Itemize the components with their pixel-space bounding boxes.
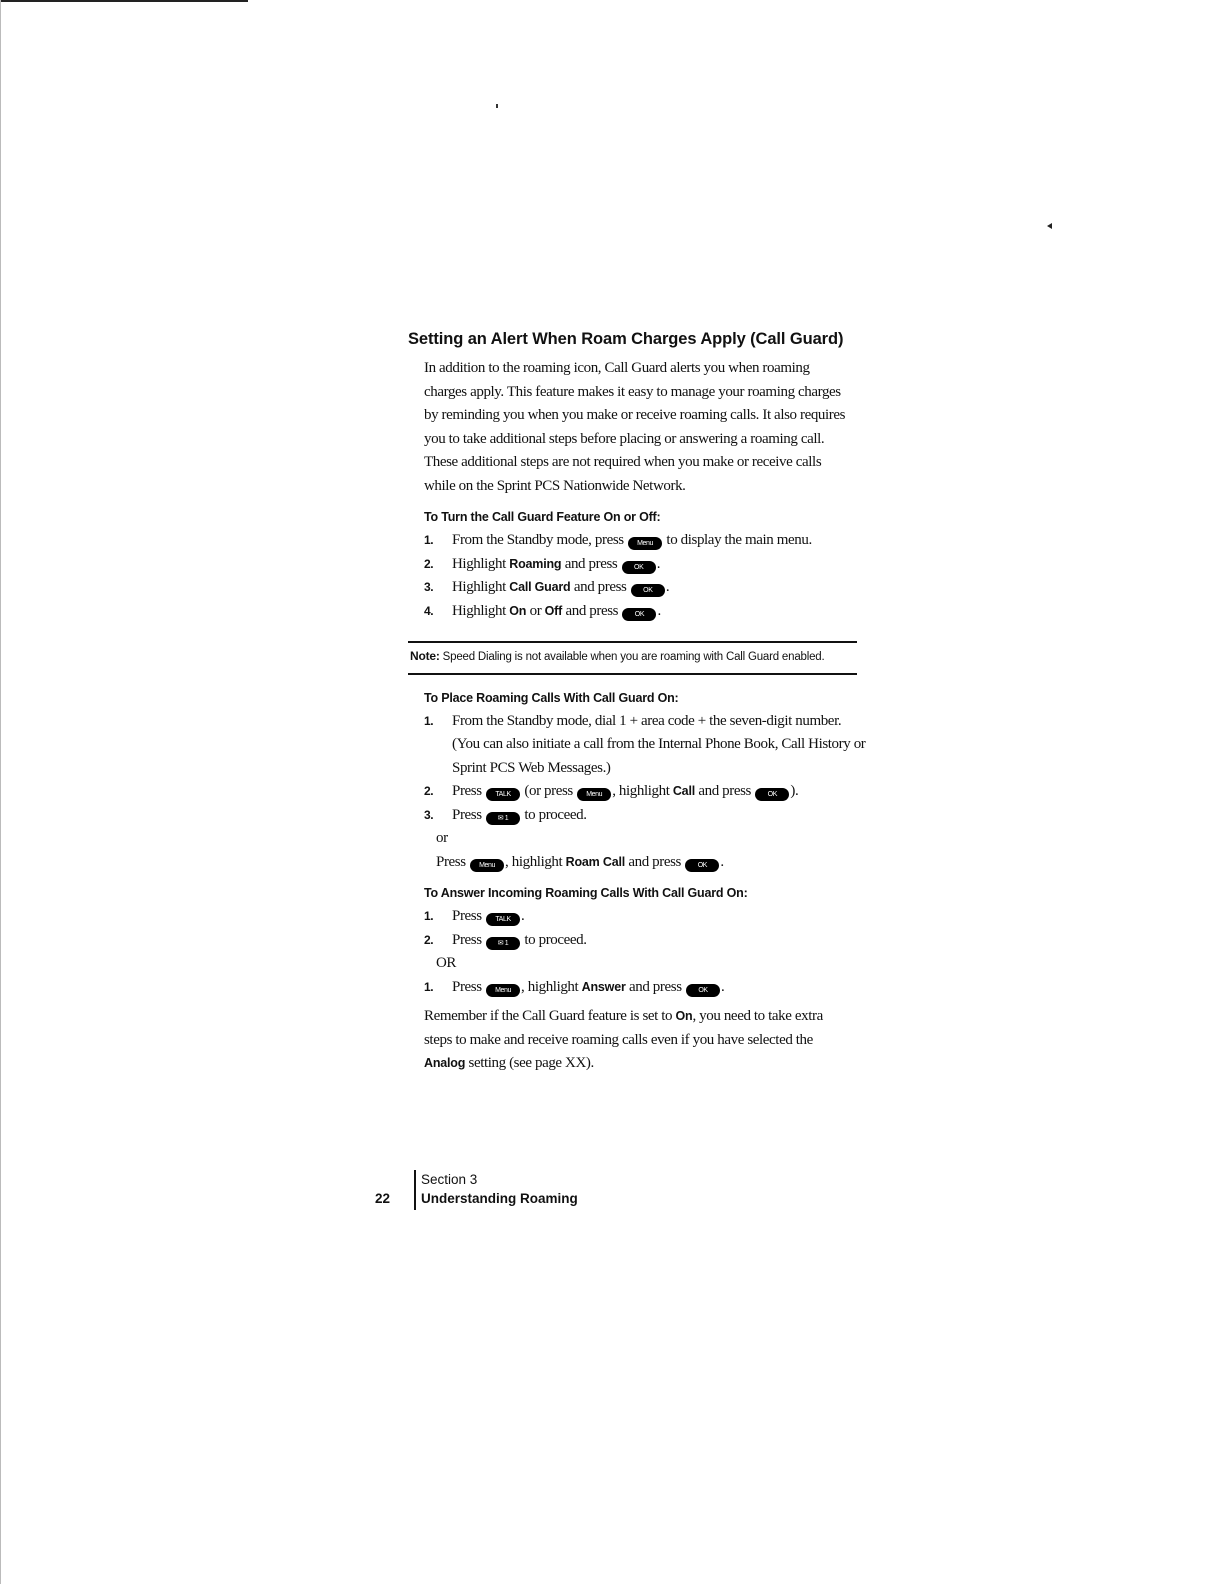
ok-key-icon: OK [686,984,720,997]
menu-key-icon: Menu [470,859,504,872]
ok-key-icon: OK [755,788,789,801]
list-item: 3. Press ✉ 1 to proceed. [424,804,868,828]
note-text: Speed Dialing is not available when you are roaming with Call Guard enabled. [442,651,825,663]
section-heading-place-calls: To Place Roaming Calls With Call Guard On: [424,690,679,705]
step-number: 3. [424,580,434,594]
step-number: 2. [424,784,434,798]
footer-divider [414,1170,416,1210]
page-title: Setting an Alert When Roam Charges Apply (Call Guard) [408,330,844,348]
step-number: 2. [424,932,434,947]
section-heading-turn-on-off: To Turn the Call Guard Feature On or Off: [424,510,661,524]
list-item: 3. Highlight Call Guard and press OK . [424,576,868,600]
scan-speck [496,104,498,108]
note-label: Note: [410,649,440,663]
alternative-step: Press Menu , highlight Roam Call and press OK . [436,853,724,870]
ok-key-icon: OK [631,584,665,597]
menu-key-icon: Menu [628,537,662,550]
step-number: 4. [424,603,434,618]
list-item: 2. Press ✉ 1 to proceed. [424,929,868,953]
or-separator: or [436,830,448,846]
step-number: 3. [424,807,434,822]
list-item: 1. Press Menu , highlight Answer and press OK . [424,976,868,1000]
page-number: 22 [375,1191,391,1206]
talk-key-icon: TALK [486,788,520,801]
talk-key-icon: TALK [486,913,520,926]
list-item: 2. Highlight Roaming and press OK . [424,553,868,577]
one-key-icon: ✉ 1 [486,937,520,950]
list-item: 1. From the Standby mode, press Menu to display the main menu. [424,529,868,553]
note-box [408,641,857,675]
ok-key-icon: OK [622,561,656,574]
list-item: 1. From the Standby mode, dial 1 + area code + the seven-digit number. (You can also initiate a call from the Internal Phone Book, Call History or Sprint PCS Web Messages.) [424,710,868,781]
list-item: 2. Press TALK (or press Menu , highlight Call and press OK ). [424,780,868,804]
intro-paragraph: In addition to the roaming icon, Call Guard alerts you when roaming charges apply. This feature makes it easy to manage your roaming charges by reminding you when you make or receive roaming calls. It also requires you to take additional steps before placing or answering a roaming call. These additional steps are not required when you make or receive calls while on the Sprint PCS Nationwide Network. [424,360,846,494]
page-content [408,330,868,1084]
or-separator: OR [436,955,457,971]
scan-edge [0,0,1,1584]
step-number: 2. [424,556,434,571]
answer-calls-alt-steps [424,976,868,1000]
step-number: 1. [424,533,434,547]
one-key-icon: ✉ 1 [486,812,520,825]
footer-section-title: Understanding Roaming [421,1191,578,1206]
place-calls-steps [424,710,868,828]
step-number: 1. [424,713,434,728]
step-number: 1. [424,979,434,994]
step-number: 1. [424,909,434,923]
menu-key-icon: Menu [577,788,611,801]
answer-calls-steps [424,905,868,952]
scan-speck [1047,223,1052,229]
list-item: 4. Highlight On or Off and press OK . [424,600,868,624]
ok-key-icon: OK [685,859,719,872]
remember-paragraph: Remember if the Call Guard feature is set to On, you need to take extra steps to make and receive roaming calls even if you have selected the Analog setting (see page XX). [424,1008,823,1071]
scan-border-line [0,0,248,2]
ok-key-icon: OK [622,608,656,621]
section-heading-answer-calls: To Answer Incoming Roaming Calls With Call Guard On: [424,886,748,900]
menu-key-icon: Menu [486,984,520,997]
turn-on-off-steps [424,529,868,623]
list-item: 1. Press TALK . [424,905,868,929]
footer-section: Section 3 [421,1172,478,1187]
